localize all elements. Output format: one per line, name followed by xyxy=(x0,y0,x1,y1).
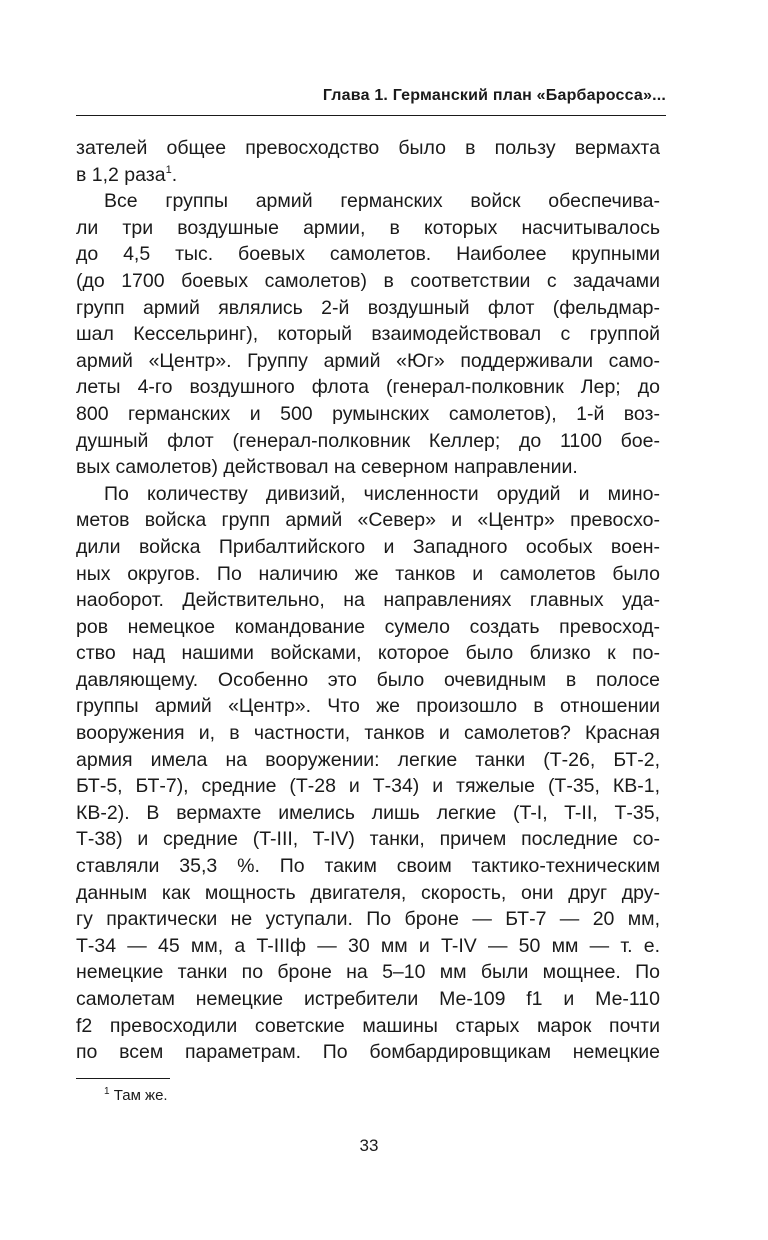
text-line: БТ-5, БТ-7), средние (Т-28 и Т-34) и тяжелые (Т-35, КВ-1, xyxy=(76,775,660,798)
running-head: Глава 1. Германский план «Барбаросса»... xyxy=(322,87,666,104)
page-number: 33 xyxy=(359,1136,379,1155)
text-fragment: в 1,2 раза xyxy=(76,163,166,186)
footnote xyxy=(104,1086,168,1106)
text-line: метов войска групп армий «Север» и «Центр» превосхо- xyxy=(76,509,660,532)
text-line: ство над нашими войсками, которое было близко к по- xyxy=(76,642,660,665)
footnote-number: 1 xyxy=(104,1086,110,1097)
text-line: данным как мощность двигателя, скорость, они друг дру- xyxy=(76,881,660,904)
text-line: немецкие танки по броне на 5–10 мм были мощнее. По xyxy=(76,961,660,984)
text-line xyxy=(76,162,660,189)
text-line: 800 германских и 500 румынских самолетов), 1-й воз- xyxy=(76,402,660,425)
text-line: КВ-2). В вермахте имелись лишь легкие (T-I, T-II, Т-35, xyxy=(76,801,660,824)
main-text xyxy=(76,135,660,1066)
text-line: армий «Центр». Группу армий «Юг» поддерживали само- xyxy=(76,349,660,372)
text-line: f2 превосходили советские машины старых марок почти xyxy=(76,1014,660,1037)
text-line: зателей общее превосходство было в пользу вермахта xyxy=(76,137,660,159)
text-line: По количеству дивизий, численности орудий и мино- xyxy=(104,482,660,505)
text-fragment: . xyxy=(171,163,178,186)
text-line: самолетам немецкие истребители Ме-109 f1 и Ме-110 xyxy=(76,988,660,1010)
text-line: вооружения и, в частности, танков и самолетов? Красная xyxy=(76,722,660,745)
text-line: группы армий «Центр». Что же произошло в отношении xyxy=(76,695,660,718)
footnote-text: Там же. xyxy=(113,1087,168,1104)
text-line: леты 4-го воздушного флота (генерал-полковник Лер; до xyxy=(76,376,660,399)
header-rule xyxy=(76,115,666,116)
text-line: ставляли 35,3 %. По таким своим тактико-техническим xyxy=(76,855,660,878)
text-line: ли три воздушные армии, в которых насчитывалось xyxy=(76,216,660,239)
text-line: Т-38) и средние (T-III, T-IV) танки, причем последние со- xyxy=(76,828,660,851)
text-line: наоборот. Действительно, на направлениях главных уда- xyxy=(76,589,660,612)
text-line: шал Кессельринг), который взаимодействовал с группой xyxy=(76,323,660,346)
text-line: (до 1700 боевых самолетов) в соответствии с задачами xyxy=(76,269,660,292)
text-line: давляющему. Особенно это было очевидным в полосе xyxy=(76,668,660,691)
text-line: дили войска Прибалтийского и Западного особых воен- xyxy=(76,535,660,558)
footnote-reference[interactable]: 1 xyxy=(165,163,172,176)
text-line: душный флот (генерал-полковник Келлер; до 1100 бое- xyxy=(76,429,660,452)
text-line: ров немецкое командование сумело создать превосход- xyxy=(76,615,660,638)
text-line: вых самолетов) действовал на северном направлении. xyxy=(76,456,578,479)
text-line: групп армий являлись 2-й воздушный флот (фельдмар- xyxy=(76,296,660,319)
text-line: до 4,5 тыс. боевых самолетов. Наиболее крупными xyxy=(76,243,660,266)
text-line: по всем параметрам. По бомбардировщикам немецкие xyxy=(76,1041,660,1064)
text-line: Все группы армий германских войск обеспечива- xyxy=(104,190,660,213)
text-line: ных округов. По наличию же танков и самолетов было xyxy=(76,562,660,585)
text-line: армия имела на вооружении: легкие танки (Т-26, БТ-2, xyxy=(76,748,660,771)
footnote-rule xyxy=(76,1078,170,1079)
text-line: гу практически не уступали. По броне — БТ-7 — 20 мм, xyxy=(76,908,660,931)
text-line: Т-34 — 45 мм, а T-IIIф — 30 мм и T-IV — 50 мм — т. е. xyxy=(76,934,660,957)
